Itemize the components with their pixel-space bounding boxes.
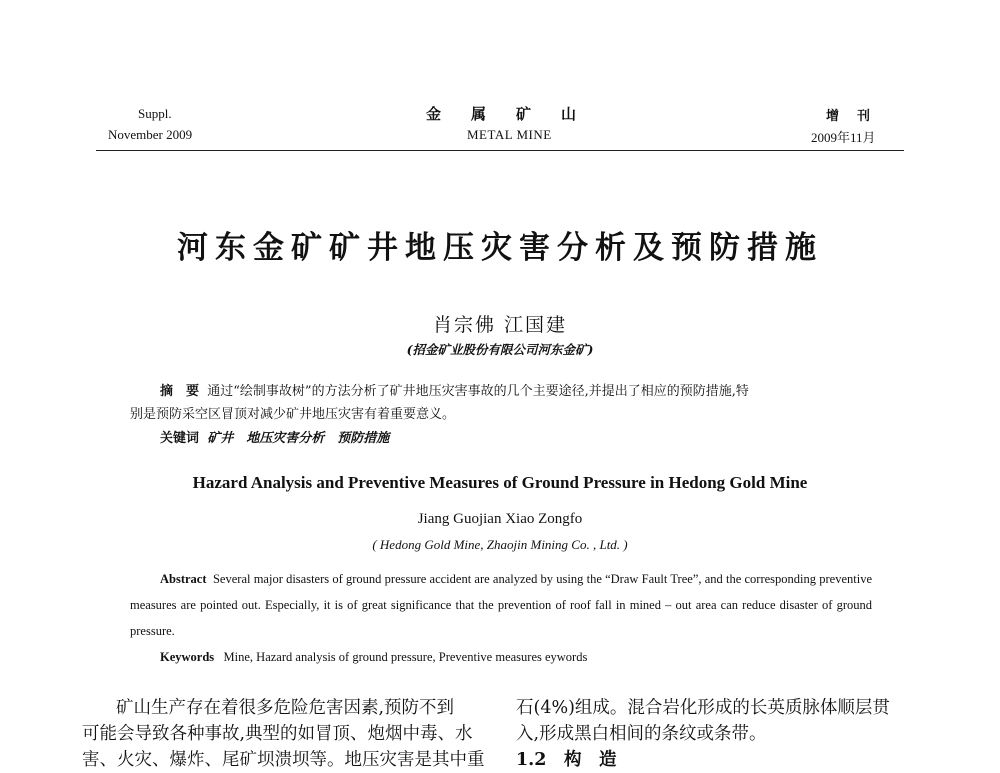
abstract-cn-line-1 [160, 380, 749, 403]
affiliation-cn: (招金矿业股份有限公司河东金矿) [406, 342, 594, 357]
authors-en: Jiang Guojian Xiao Zongfo [417, 511, 583, 527]
keywords-cn-label: 关键词 [160, 431, 200, 446]
header-rule [96, 150, 904, 151]
body-right-line-1: 石(4%)组成。混合岩化形成的长英质脉体顺层贯 [516, 698, 890, 718]
keywords-en-text: Mine, Hazard analysis of ground pressure, Preventive measures eywords [223, 650, 588, 664]
abstract-en-label: Abstract [160, 572, 207, 586]
abstract-cn-text-1: 通过“绘制事故树”的方法分析了矿井地压灾害事故的几个主要途径,并提出了相应的预防措施,特 [207, 384, 749, 399]
abstract-cn-line-2: 别是预防采空区冒顶对减少矿井地压灾害有着重要意义。 [130, 407, 456, 422]
affiliation-en: ( Hedong Gold Mine, Zhaojin Mining Co. , Ltd. ) [372, 537, 628, 552]
body-right-line-2: 入,形成黑白相间的条纹或条带。 [516, 724, 767, 744]
authors-cn: 肖宗佛 江国建 [432, 314, 568, 336]
title-en: Hazard Analysis and Preventive Measures of Ground Pressure in Hedong Gold Mine [192, 473, 808, 492]
abstract-en-text: Several major disasters of ground pressure accident are analyzed by using the “Draw Fault Tree”, and the corresponding preventive measures are pointed out. Especially, it is of great significance that the prevention of roof fall in mined – out area can reduce disaster of ground pressure. [130, 572, 872, 638]
keywords-en [160, 644, 587, 670]
issue-date-cn: 2009年11月 [811, 130, 876, 145]
journal-name-en: METAL MINE [467, 127, 552, 142]
journal-name-cn: 金属矿山 [426, 105, 607, 123]
title-cn: 河东金矿矿井地压灾害分析及预防措施 [177, 230, 823, 266]
body-left-line-2: 可能会导致各种事故,典型的如冒顶、炮烟中毒、水 [82, 724, 473, 744]
keywords-cn-text: 矿井 地压灾害分析 预防措施 [207, 431, 390, 446]
body-section-heading: 1.2 构 造 [516, 750, 617, 770]
keywords-en-label: Keywords [160, 650, 215, 664]
abstract-cn-label: 摘 要 [160, 384, 200, 399]
issue-date-en: November 2009 [108, 127, 193, 142]
keywords-cn [160, 427, 389, 450]
issue-label-en: Suppl. [138, 106, 172, 121]
body-left-line-1: 矿山生产存在着很多危险危害因素,预防不到 [116, 698, 455, 718]
issue-label-cn: 增刊 [826, 108, 889, 123]
body-left-line-3: 害、火灾、爆炸、尾矿坝溃坝等。地压灾害是其中重 [82, 750, 485, 770]
abstract-en [130, 566, 872, 644]
